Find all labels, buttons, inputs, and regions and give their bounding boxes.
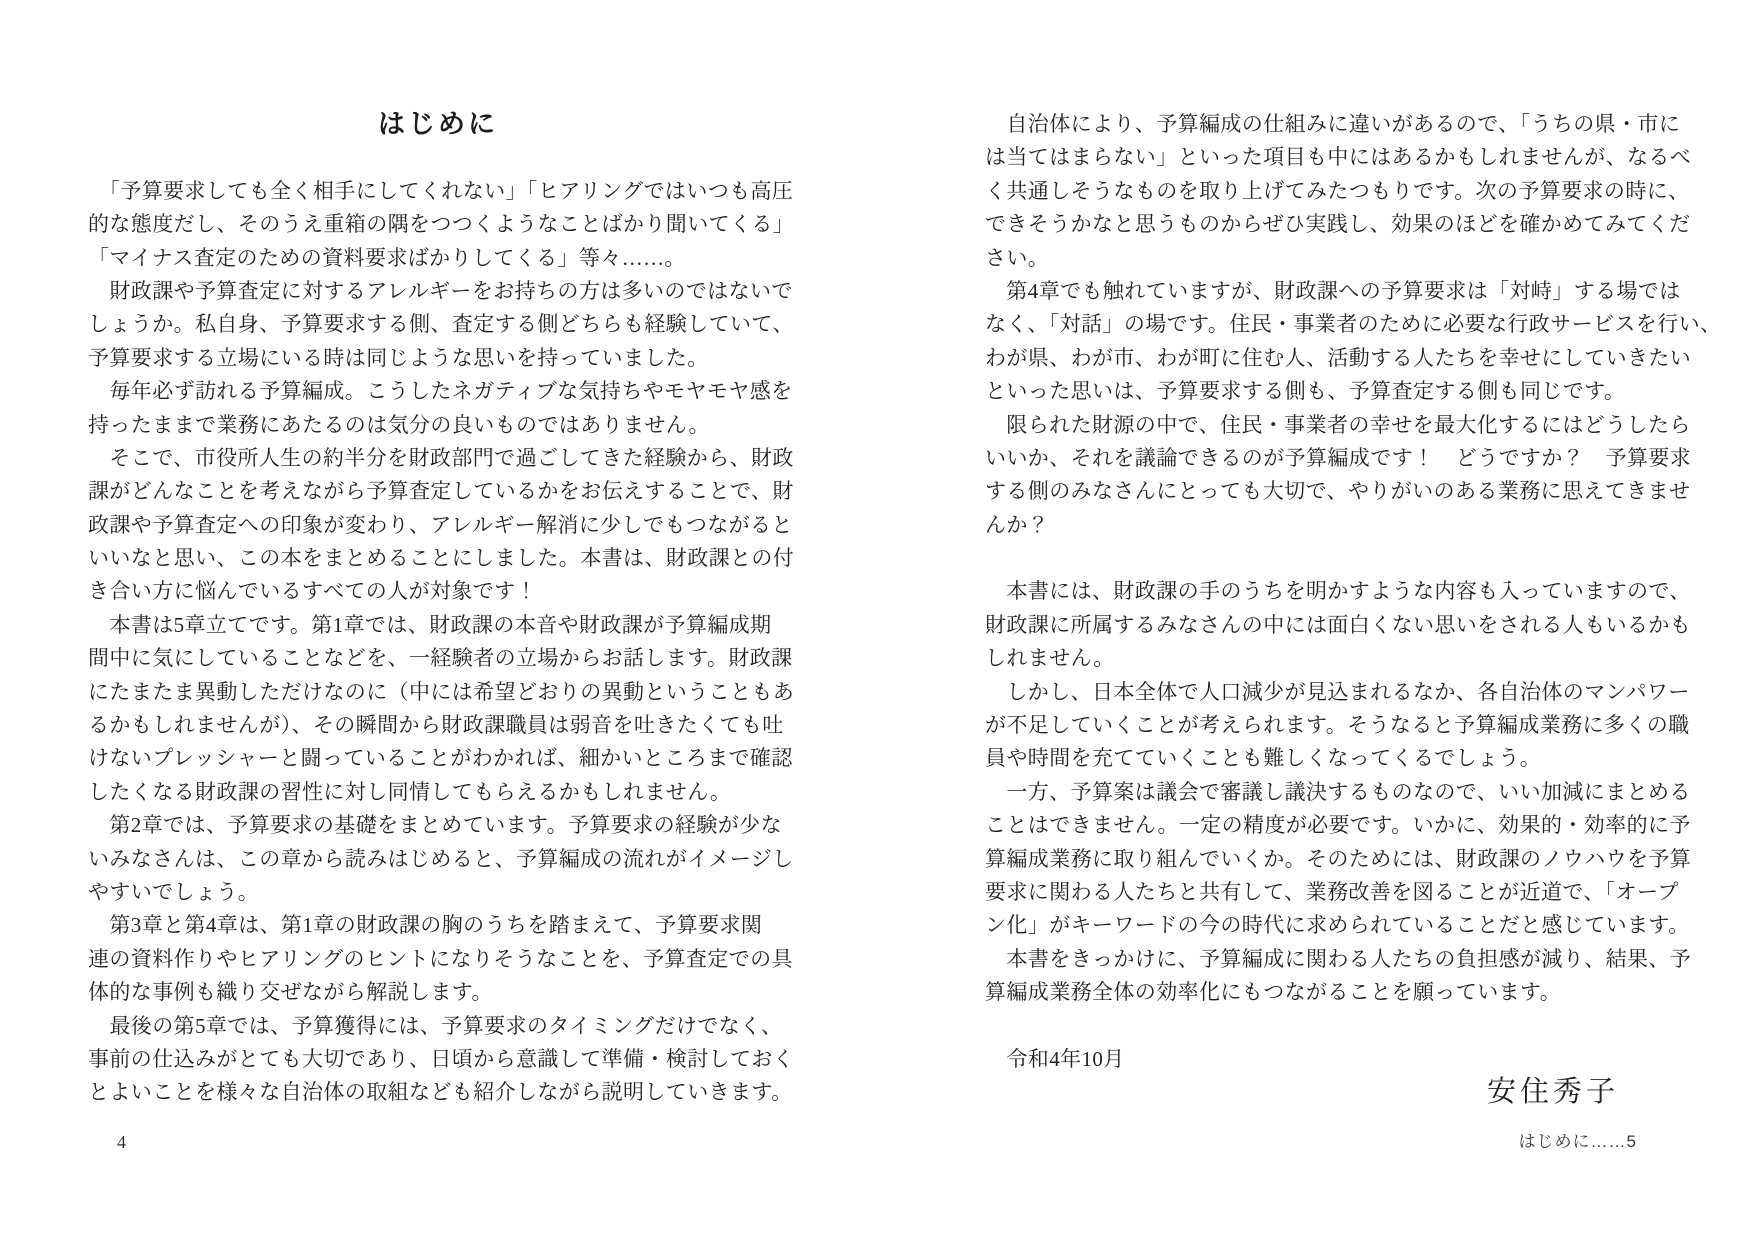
text-line: 一方、予算案は議会で審議し議決するものなので、いい加減にまとめる (985, 779, 1691, 804)
text-line: いいか、それを議論できるのが予算編成です！ どうですか？ 予算要求 (985, 445, 1692, 470)
text-line: 第3章と第4章は、第1章の財政課の胸のうちを踏まえて、予算要求関 (88, 913, 763, 938)
text-line: さい。 (985, 245, 1050, 270)
text-line: 第4章でも触れていますが、財政課への予算要求は「対峙」する場では (985, 278, 1681, 303)
text-line: 課がどんなことを考えながら予算査定しているかをお伝えすることで、財 (88, 479, 794, 504)
section-title: はじめに (378, 109, 498, 139)
text-line (985, 542, 1633, 575)
text-line: なく、「対話」の場です。住民・事業者のために必要な行政サービスを行い、 (985, 312, 1722, 337)
text-line: とよいことを様々な自治体の取組なども紹介しながら説明していきます。 (88, 1080, 793, 1105)
text-line: 予算要求する立場にいる時は同じような思いを持っていました。 (88, 345, 709, 370)
text-line: 本書は5章立てです。第1章では、財政課の本音や財政課が予算編成期 (88, 612, 772, 637)
text-line: 「予算要求しても全く相手にしてくれない」「ヒアリングではいつも高圧 (88, 178, 794, 203)
text-line: く共通しそうなものを取り上げてみたつもりです。次の予算要求の時に、 (985, 178, 1690, 203)
text-line: 政課や予算査定への印象が変わり、アレルギー解消に少しでもつながると (88, 512, 793, 537)
right-page (985, 108, 1722, 1110)
text-line: 連の資料作りやヒアリングのヒントになりそうなことを、予算査定での具 (88, 946, 793, 971)
text-line: といった思いは、予算要求する側も、予算査定する側も同じです。 (985, 379, 1626, 404)
text-line: ことはできません。一定の精度が必要です。いかに、効果的・効率的に予 (985, 813, 1691, 838)
right-page-body (985, 108, 1722, 1010)
running-footer-right: はじめに……5 (1518, 1132, 1637, 1151)
left-page (88, 108, 795, 1110)
text-line: 本書には、財政課の手のうちを明かすような内容も入っていますので、 (985, 579, 1691, 604)
text-line: 算編成業務全体の効率化にもつながることを願っています。 (985, 980, 1562, 1005)
text-line: 要求に関わる人たちと共有して、業務改善を図ることが近道で、「オープ (985, 879, 1679, 904)
text-line: しょうか。私自身、予算要求する側、査定する側どちらも経験していて、 (88, 312, 794, 337)
text-line: やすいでしょう。 (88, 880, 260, 904)
text-line: したくなる財政課の習性に対し同情してもらえるかもしれません。 (88, 779, 732, 804)
left-page-body (88, 175, 795, 1110)
text-line: 体的な事例も織り交ぜながら解説します。 (88, 980, 493, 1005)
text-line: 事前の仕込みがとても大切であり、日頃から意識して準備・検討しておく (88, 1046, 795, 1071)
text-line: しかし、日本全体で人口減少が見込まれるなか、各自治体のマンパワー (985, 679, 1690, 704)
text-line: 毎年必ず訪れる予算編成。こうしたネガティブな気持ちやモヤモヤ感を (88, 379, 793, 404)
text-line: 本書をきっかけに、予算編成に関わる人たちの負担感が減り、結果、予 (985, 946, 1692, 971)
text-line: 自治体により、予算編成の仕組みに違いがあるので、「うちの県・市に (985, 112, 1681, 136)
text-line: が不足していくことが考えられます。そうなると予算編成業務に多くの職 (985, 713, 1690, 738)
text-line: 財政課に所属するみなさんの中には面白くない思いをされる人もいるかも (985, 612, 1692, 637)
text-line: 第2章では、予算要求の基礎をまとめています。予算要求の経験が少な (88, 813, 783, 838)
text-line: 「マイナス査定のための資料要求ばかりしてくる」等々……。 (88, 245, 686, 270)
text-line: けないプレッシャーと闘っていることがわかれば、細かいところまで確認 (88, 746, 793, 771)
text-line: き合い方に悩んでいるすべての人が対象です！ (88, 579, 537, 604)
page-number-left: 4 (117, 1132, 126, 1152)
text-line: わが県、わが市、わが町に住む人、活動する人たちを幸せにしていきたい (985, 345, 1692, 370)
author-name: 安住秀子 (1486, 1076, 1619, 1109)
text-line: できそうかなと思うものからぜひ実践し、効果のほどを確かめてみてくだ (985, 212, 1691, 237)
text-line: 間中に気にしていることなどを、一経験者の立場からお話します。財政課 (88, 646, 793, 671)
text-line: 限られた財源の中で、住民・事業者の幸せを最大化するにはどうしたら (985, 412, 1691, 437)
text-line: 持ったままで業務にあたるのは気分の良いものではありません。 (88, 412, 710, 437)
text-line: ン化」がキーワードの今の時代に求められていることだと感じています。 (985, 913, 1690, 938)
date-line: 令和4年10月 (985, 1046, 1125, 1071)
text-line: んか？ (985, 512, 1050, 537)
text-line: は当てはまらない」といった項目も中にはあるかもしれませんが、なるべ (985, 145, 1692, 170)
text-line: 財政課や予算査定に対するアレルギーをお持ちの方は多いのではないで (88, 278, 793, 303)
text-line: 最後の第5章では、予算獲得には、予算要求のタイミングだけでなく、 (88, 1013, 783, 1038)
text-line: しれません。 (985, 646, 1115, 671)
text-line: いいなと思い、この本をまとめることにしました。本書は、財政課との付 (88, 546, 795, 571)
text-line: 的な態度だし、そのうえ重箱の隅をつつくようなことばかり聞いてくる」 (88, 212, 795, 237)
text-line: にたまたま異動しただけなのに（中には希望どおりの異動ということもあ (88, 679, 795, 704)
text-line: する側のみなさんにとっても大切で、やりがいのある業務に思えてきませ (985, 479, 1691, 504)
text-line: いみなさんは、この章から読みはじめると、予算編成の流れがイメージし (88, 846, 794, 871)
text-line: 算編成業務に取り組んでいくか。そのためには、財政課のノウハウを予算 (985, 846, 1692, 871)
text-line: 員や時間を充てていくことも難しくなってくるでしょう。 (985, 746, 1542, 771)
text-line: るかもしれませんが）、その瞬間から財政課職員は弱音を吐きたくても吐 (88, 713, 784, 738)
text-line: そこで、市役所人生の約半分を財政部門で過ごしてきた経験から、財政 (88, 445, 794, 470)
